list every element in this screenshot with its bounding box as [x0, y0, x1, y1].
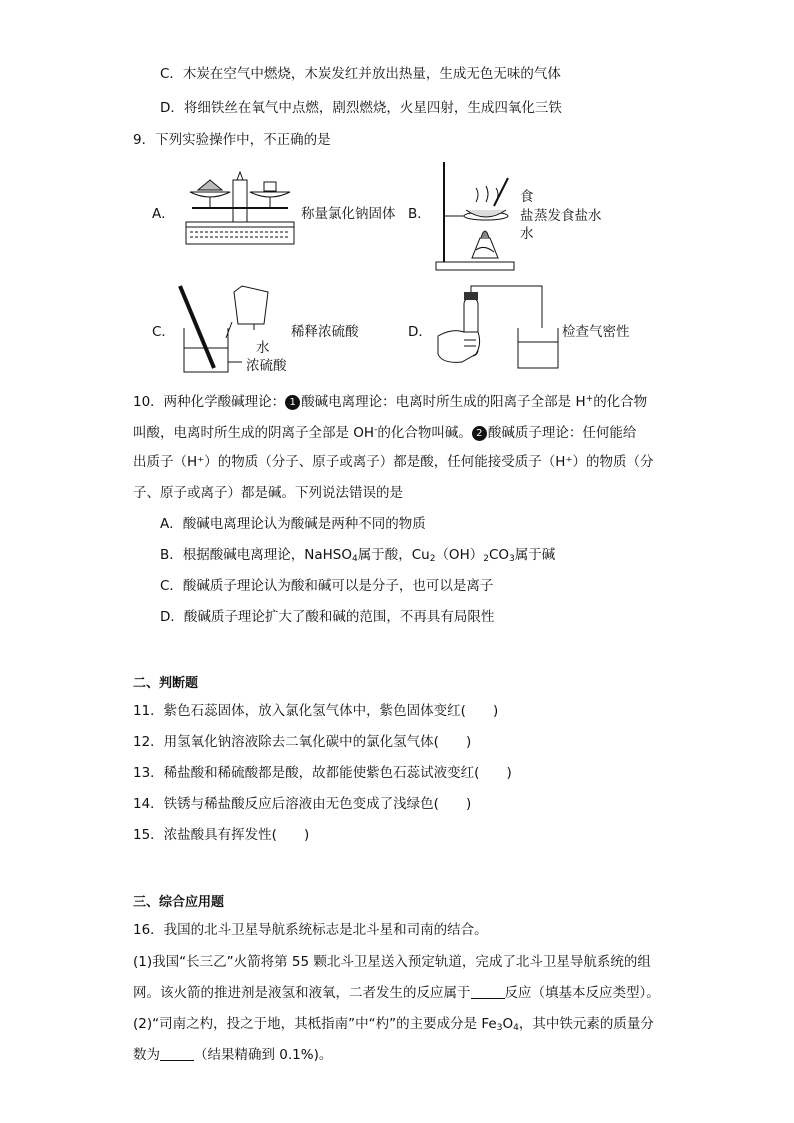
q10-line-2-mid: 的化合物叫碱。	[377, 425, 472, 441]
q10-line-3: 出质子（H⁺）的物质（分子、原子或离子）都是酸，任何能接受质子（H⁺）的物质（分	[133, 454, 654, 470]
q16-part-2-line-2-text: 数为	[133, 1047, 160, 1063]
q16-part-1-end: 反应（填基本反应类型）。	[504, 985, 660, 1001]
q10-option-b-sub-4: 3	[509, 554, 515, 564]
q9-c-caption: 稀释浓硫酸	[291, 324, 359, 340]
q10-line-4: 子、原子或离子）都是碱。下列说法错误的是	[133, 485, 403, 501]
q10-option-c: C．酸碱质子理论认为酸和碱可以是分子，也可以是离子	[160, 578, 494, 594]
q9-b-caption: 蒸发食盐水	[534, 208, 602, 224]
q16-part-2-mid: O	[502, 1016, 514, 1032]
judge-item-14: 14．铁锈与稀盐酸反应后溶液由无色变成了浅绿色( )	[133, 796, 472, 812]
q16-part-2-line-2	[133, 1045, 332, 1065]
q10-option-b-1: B．根据酸碱电离理论，NaHSO	[160, 547, 352, 563]
q10-option-b	[160, 545, 555, 569]
q9-b-letter: B．	[408, 206, 431, 222]
q9-b-side-2: 盐	[520, 208, 534, 224]
q16-part-1-line-1: (1)我国“长三乙”火箭将第 55 颗北斗卫星送入预定轨道，完成了北斗卫星导航系统的组	[133, 954, 651, 970]
q9-c-letter: C．	[152, 324, 175, 340]
q9-c-acid: 浓硫酸	[246, 358, 287, 374]
q8-option-c: C．木炭在空气中燃烧，木炭发红并放出热量，生成无色无味的气体	[160, 66, 561, 82]
q16-stem: 16．我国的北斗卫星导航系统标志是北斗星和司南的结合。	[133, 922, 488, 938]
q10-line-1-end: 的化合物	[593, 394, 648, 410]
evaporation-figure	[432, 158, 518, 272]
q10-line-1-intro: 10．两种化学酸碱理论：	[133, 394, 286, 410]
q16-part-2-sub-2: 4	[513, 1023, 519, 1033]
q16-part-2-end: ，其中铁元素的质量分	[518, 1016, 654, 1032]
q9-c-water: 水	[256, 340, 270, 356]
answer-blank-1[interactable]	[471, 984, 505, 999]
section-3-title: 三、综合应用题	[133, 895, 225, 910]
q9-stem: 9．下列实验操作中，不正确的是	[133, 132, 331, 148]
q10-line-1-sup: +	[585, 394, 594, 404]
q10-option-b-sub-1: 4	[351, 554, 358, 564]
q16-part-2-line-2-end: （结果精确到 0.1%)。	[194, 1047, 333, 1063]
airtightness-figure	[432, 284, 562, 374]
q10-option-d: D．酸碱质子理论扩大了酸和碱的范围，不再具有局限性	[160, 609, 495, 625]
q9-d-caption: 检查气密性	[562, 324, 630, 340]
balance-figure	[180, 170, 300, 250]
q16-part-2-line-1	[133, 1014, 654, 1038]
q10-line-2	[133, 420, 636, 443]
q10-option-b-4: CO	[488, 547, 510, 563]
q10-line-2-text: 叫酸，电离时所生成的阴离子全部是 OH	[133, 425, 375, 441]
judge-item-12: 12．用氢氧化钠溶液除去二氧化碳中的氯化氢气体( )	[133, 734, 472, 750]
q10-option-a: A．酸碱电离理论认为酸碱是两种不同的物质	[160, 516, 426, 532]
answer-blank-2[interactable]	[160, 1046, 194, 1061]
q16-part-2-sub-1: 3	[496, 1023, 503, 1033]
judge-item-13: 13．稀盐酸和稀硫酸都是酸，故都能使紫色石蕊试液变红( )	[133, 765, 512, 781]
q10-option-b-sub-2: 2	[429, 554, 436, 564]
q8-option-d: D．将细铁丝在氧气中点燃，剧烈燃烧，火星四射，生成四氧化三铁	[160, 100, 562, 116]
q10-option-b-3: （OH）	[435, 547, 484, 563]
q9-d-letter: D．	[408, 324, 432, 340]
q16-part-2-text: (2)“司南之杓，投之于地，其柢指南”中“杓”的主要成分是 Fe	[133, 1016, 497, 1032]
q10-line-1-text: 酸碱电离理论：电离时所生成的阳离子全部是 H	[301, 394, 586, 410]
q10-line-2-end: 酸碱质子理论：任何能给	[487, 425, 637, 441]
q9-a-caption: 称量氯化钠固体	[301, 206, 396, 222]
judge-item-15: 15．浓盐酸具有挥发性( )	[133, 827, 310, 843]
circle-1-icon: 1	[285, 395, 300, 410]
q16-part-1-line-2	[133, 983, 660, 1003]
q10-option-b-5: 属于碱	[514, 547, 556, 563]
q9-a-letter: A．	[152, 206, 175, 222]
q9-b-side-3: 水	[520, 226, 534, 242]
q9-b-side-1: 食	[520, 189, 534, 205]
section-2-title: 二、判断题	[133, 676, 199, 691]
q10-option-b-sub-3: 2	[483, 554, 489, 564]
judge-item-11: 11．紫色石蕊固体，放入氯化氢气体中，紫色固体变红( )	[133, 703, 499, 719]
q10-option-b-2: 属于酸，Cu	[357, 547, 430, 563]
q16-part-1-text: 网。该火箭的推进剂是液氢和液氧，二者发生的反应属于	[133, 985, 471, 1001]
q10-line-1	[133, 389, 647, 412]
circle-2-icon: 2	[472, 426, 487, 441]
q10-line-2-sup: -	[374, 425, 378, 435]
